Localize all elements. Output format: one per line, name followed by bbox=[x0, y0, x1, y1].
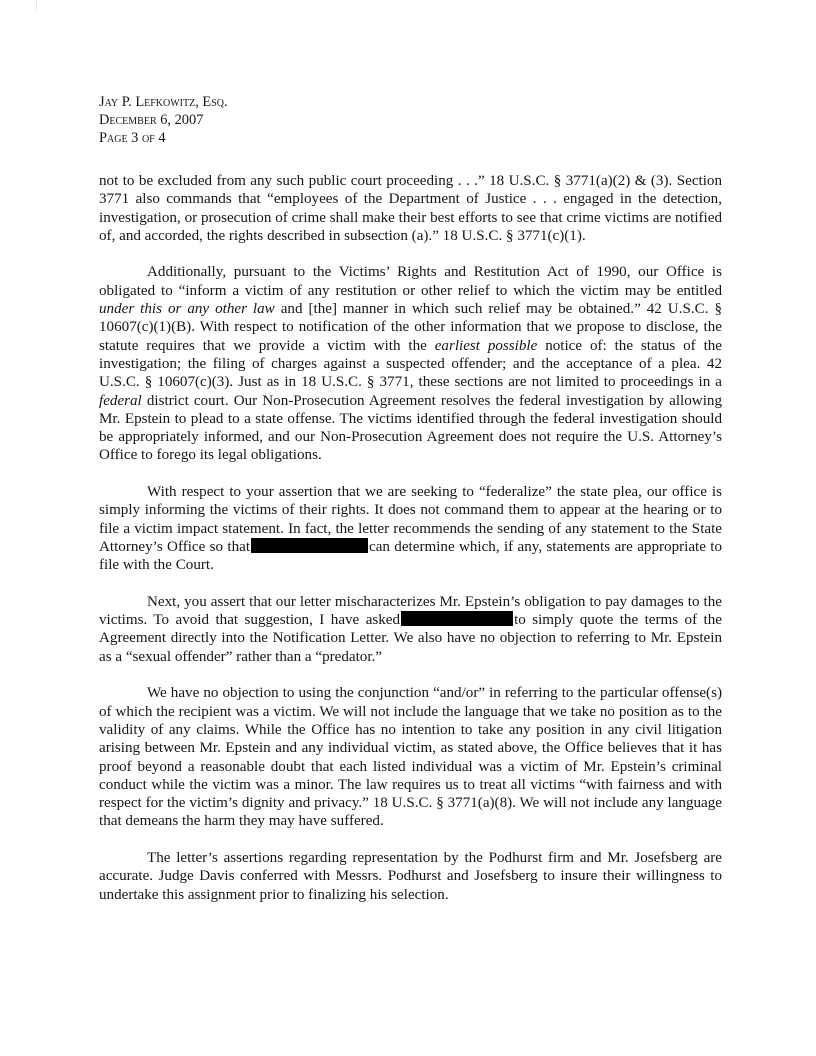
page-number: Page 3 of 4 bbox=[99, 130, 166, 146]
paragraph-continuation: not to be excluded from any such public court proceeding . . .” 18 U.S.C. § 3771(a)(2) & (3). Section 3771 also commands that “employees of the Department of Justice . . . engaged in the detection, investigation, or prosecution of crime shall make their best efforts to see that crime victims are notified of, and accorded, the rights described in subsection (a).” 18 U.S.C. § 3771(c)(1). bbox=[99, 173, 722, 244]
paragraph-damages: Next, you assert that our letter mischaracterizes Mr. Epstein’s obligation to pay damages to the victims. To avoid that suggestion, I have asked to simply quote the terms of the Agreement directly into the Notification Letter. We also have no objection to referring to Mr. Epstein as a “sexual offender” rather than a “predator.” bbox=[99, 593, 722, 665]
letter-body bbox=[99, 172, 722, 922]
paragraph-victims-rights-act: Additionally, pursuant to the Victims’ Rights and Restitution Act of 1990, our Office is obligated to “inform a victim of any restitution or other relief to which the victim may be entitled under this or any other law and [the] manner in which such relief may be obtained.” 42 U.S.C. § 10607(c)(1)(B). With respect to notification of the other information that we propose to disclose, the statute requires that we provide a victim with the earliest possible notice of: the status of the investigation; the filing of charges against a suspected offender; and the acceptance of a plea. 42 U.S.C. § 10607(c)(3). Just as in 18 U.S.C. § 3771, these sections are not limited to proceedings in a federal district court. Our Non-Prosecution Agreement resolves the federal investigation by allowing Mr. Epstein to plead to a state offense. The victims identified through the federal investigation should be appropriately informed, and our Non-Prosecution Agreement does not require the U.S. Attorney’s Office to forego its legal obligations. bbox=[99, 264, 723, 464]
redaction-bar bbox=[401, 611, 513, 626]
paragraph-conjunction: We have no objection to using the conjunction “and/or” in referring to the particular offense(s) of which the recipient was a victim. We will not include the language that we take no position as to the validity of any claims. While the Office has no intention to take any position in any civil litigation arising between Mr. Epstein and any individual victim, as stated above, the Office believes that it has proof beyond a reasonable doubt that each listed individual was a victim of Mr. Epstein’s criminal conduct while the victim was a minor. The law requires us to treat all victims “with fairness and with respect for the victim’s dignity and privacy.” 18 U.S.C. § 3771(a)(8). We will not include any language that demeans the harm they may have suffered. bbox=[99, 685, 722, 830]
letter-date: December 6, 2007 bbox=[99, 112, 204, 128]
redaction-bar bbox=[251, 538, 368, 553]
paragraph-representation: The letter’s assertions regarding representation by the Podhurst firm and Mr. Josefsberg are accurate. Judge Davis conferred with Messrs. Podhurst and Josefsberg to insure their willingness to undertake this assignment prior to finalizing his selection. bbox=[99, 849, 722, 903]
recipient-name: Jay P. Lefkowitz, Esq. bbox=[99, 94, 228, 110]
scan-edge-mark bbox=[36, 0, 37, 10]
paragraph-federalize: With respect to your assertion that we are seeking to “federalize” the state plea, our office is simply informing the victims of their rights. It does not command them to appear at the hearing or to file a victim impact statement. In fact, the letter recommends the sending of any statement to the State Attorney’s Office so that can determine which, if any, statements are appropriate to file with the Court. bbox=[99, 484, 722, 574]
letter-header bbox=[99, 93, 228, 147]
